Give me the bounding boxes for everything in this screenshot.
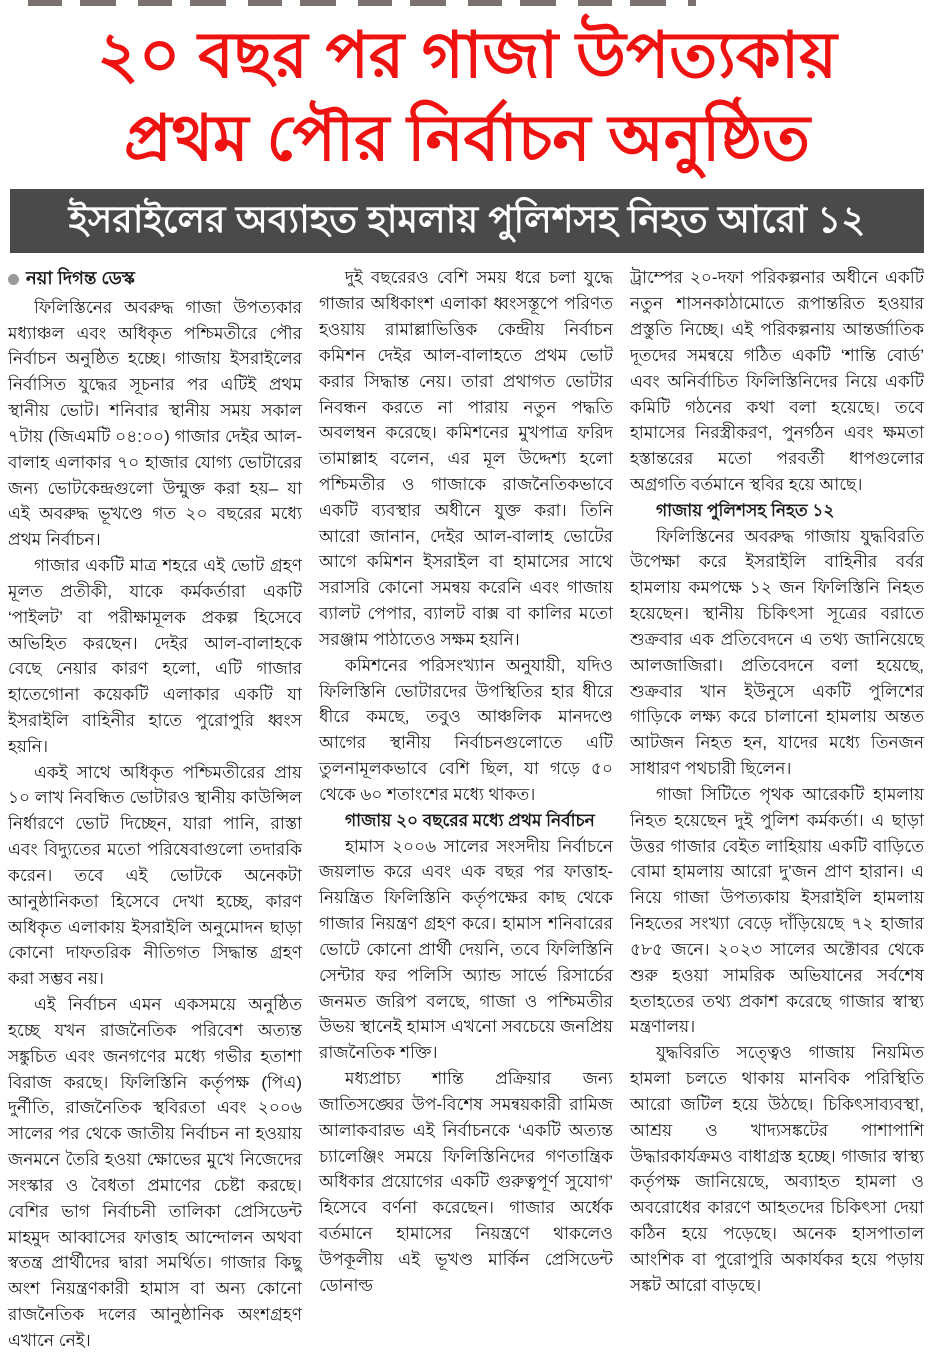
byline xyxy=(8,265,302,292)
article-paragraph: গাজার একটি মাত্র শহরে এই ভোট গ্রহণ মূলত প্রতীকী, যাকে কর্মকর্তারা একটি ‘পাইলট’ বা পরীক্ষামূলক প্রকল্প হিসেবে অভিহিত করছেন। দেইর আল-বালাহকে বেছে নেয়ার কারণ হলো, এটি গাজার হাতেগোনা কয়েকটি এলাকার একটি যা ইসরাইলি বাহিনীর হাতে পুরোপুরি ধ্বংস হয়নি। xyxy=(8,556,302,756)
byline-bullet-icon xyxy=(8,274,19,285)
article-paragraph: এই নির্বাচন এমন একসময়ে অনুষ্ঠিত হচ্ছে যখন রাজনৈতিক পরিবেশ অত্যন্ত সঙ্কুচিত এবং জনগণের মধ্যে গভীর হতাশা বিরাজ করছে। ফিলিস্তিনি কর্তৃপক্ষ (পিএ) দুর্নীতি, রাজনৈতিক স্থবিরতা এবং ২০০৬ সালের পর থেকে জাতীয় নির্বাচন না হওয়ায় জনমনে তৈরি হওয়া ক্ষোভের মুখে নিজেদের সংস্কার ও বৈধতা প্রমাণের চেষ্টা করছে। বেশির ভাগ নির্বাচনী তালিকা প্রেসিডেন্ট মাহমুদ আব্বাসের ফাত্তাহ আন্দোলন অথবা স্বতন্ত্র প্রার্থীদের দ্বারা সমর্থিত। গাজার কিছু অংশ নিয়ন্ত্রণকারী হামাস বা অন্য কোনো রাজনৈতিক দলের আনুষ্ঠানিক অংশগ্রহণ এখানে নেই। xyxy=(8,995,302,1350)
main-headline-line-2: প্রথম পৌর নির্বাচন অনুষ্ঠিত xyxy=(123,102,811,175)
article-subhead: গাজায় পুলিশসহ নিহত ১২ xyxy=(656,500,835,520)
article-paragraph: ফিলিস্তিনের অবরুদ্ধ গাজায় যুদ্ধবিরতি উপেক্ষা করে ইসরাইলি বাহিনীর বর্বর হামলায় কমপক্ষে ১২ জন ফিলিস্তিনি নিহত হয়েছেন। স্থানীয় চিকিৎসা সূত্রের বরাতে শুক্রবার এক প্রতিবেদনে এ তথ্য জানিয়েছে আলজাজিরা। প্রতিবেদনে বলা হয়েছে, শুক্রবার খান ইউনুসে একটি পুলিশের গাড়িকে লক্ষ্য করে চালানো হামলায় অন্তত আটজন নিহত হন, যাদের মধ্যে তিনজন সাধারণ পথচারী ছিলেন। xyxy=(630,526,924,779)
article-column-1 xyxy=(8,265,302,1353)
cropped-previous-headline-strip xyxy=(28,0,696,6)
byline-label: নয়া দিগন্ত ডেস্ক xyxy=(26,268,135,289)
article-paragraph: কমিশনের পরিসংখ্যান অনুযায়ী, যদিও ফিলিস্তিনি ভোটারদের উপস্থিতির হার ধীরে ধীরে কমছে, তবুও আঞ্চলিক মানদণ্ডে আগের স্থানীয় নির্বাচনগুলোতে এটি তুলনামূলকভাবে বেশি ছিল, যা গড়ে ৫০ থেকে ৬০ শতাংশের মধ্যে থাকত। xyxy=(319,655,613,804)
article-paragraph: দুই বছরেরও বেশি সময় ধরে চলা যুদ্ধে গাজার অধিকাংশ এলাকা ধ্বংসস্তূপে পরিণত হওয়ায় রামাল্লাভিত্তিক কেন্দ্রীয় নির্বাচন কমিশন দেইর আল-বালাহতে প্রথম ভোট করার সিদ্ধান্ত নেয়। তারা প্রথাগত ভোটার নিবন্ধন করতে না পারায় নতুন পদ্ধতি অবলম্বন করেছে। কমিশনের মুখপাত্র ফরিদ তামাল্লাহ বলেন, এর মূল উদ্দেশ্য হলো পশ্চিমতীর ও গাজাকে রাজনৈতিকভাবে একটি ব্যবস্থার অধীনে যুক্ত করা। তিনি আরো জানান, দেইর আল-বালাহ ভোটের আগে কমিশন ইসরাইল বা হামাসের সাথে সরাসরি কোনো সমন্বয় করেনি এবং গাজায় ব্যালট পেপার, ব্যালট বাক্স বা কালির মতো সরঞ্জাম পাঠাতেও সক্ষম হয়নি। xyxy=(319,268,613,649)
article-body xyxy=(8,265,924,1353)
article-paragraph: যুদ্ধবিরতি সত্ত্বেও গাজায় নিয়মিত হামলা চলতে থাকায় মানবিক পরিস্থিতি আরো জটিল হয়ে উঠছে। চিকিৎসাব্যবস্থা, আশ্রয় ও খাদ্যসঙ্কটের পাশাপাশি উদ্ধারকার্যক্রমও বাধাগ্রস্ত হচ্ছে। গাজার স্বাস্থ্য কর্তৃপক্ষ জানিয়েছে, অব্যাহত হামলা ও অবরোধের কারণে আহতদের চিকিৎসা দেয়া কঠিন হয়ে পড়েছে। অনেক হাসপাতাল আংশিক বা পুরোপুরি অকার্যকর হয়ে পড়ায় সঙ্কট আরো বাড়ছে। xyxy=(630,1043,924,1295)
article-paragraph: মধ্যপ্রাচ্য শান্তি প্রক্রিয়ার জন্য জাতিসঙ্ঘের উপ-বিশেষ সমন্বয়কারী রামিজ আলাকবারভ এই নির্বাচনকে ‘একটি অত্যন্ত চ্যালেঞ্জিং সময়ে ফিলিস্তিনিদের গণতান্ত্রিক অধিকার প্রয়োগের একটি গুরুত্বপূর্ণ সুযোগ’ হিসেবে বর্ণনা করেছেন। গাজার অর্ধেক বর্তমানে হামাসের নিয়ন্ত্রণে থাকলেও উপকূলীয় এই ভূখণ্ড মার্কিন প্রেসিডেন্ট ডোনাল্ড xyxy=(319,1069,613,1295)
sub-headline-banner xyxy=(10,189,924,253)
article-subhead: গাজায় ২০ বছরের মধ্যে প্রথম নির্বাচন xyxy=(345,810,595,830)
article-paragraph: একই সাথে অধিকৃত পশ্চিমতীরের প্রায় ১০ লাখ নিবন্ধিত ভোটারও স্থানীয় কাউন্সিল নির্ধারণে ভোট দিচ্ছেন, যারা পানি, রাস্তা এবং বিদ্যুতের মতো পরিষেবাগুলো তদারকি করেন। তবে এই ভোটকে অনেকটা আনুষ্ঠানিকতা হিসেবে দেখা হচ্ছে, কারণ অধিকৃত এলাকায় ইসরাইলি অনুমোদন ছাড়া কোনো দাফতরিক নীতিগত সিদ্ধান্ত গ্রহণ করা সম্ভব নয়। xyxy=(8,762,302,989)
main-headline xyxy=(0,14,934,180)
main-headline-line-1: ২০ বছর পর গাজা উপত্যকায় xyxy=(97,19,837,91)
article-column-3 xyxy=(630,265,924,1353)
sub-headline-text: ইসরাইলের অব্যাহত হামলায় পুলিশসহ নিহত আরো ১২ xyxy=(68,198,866,240)
article-paragraph: গাজা সিটিতে পৃথক আরেকটি হামলায় নিহত হয়েছেন দুই পুলিশ কর্মকর্তা। এ ছাড়া উত্তর গাজার বেইত লাহিয়ায় একটি বাড়িতে বোমা হামলায় আরো দু’জন প্রাণ হারান। এ নিয়ে গাজা উপত্যকায় ইসরাইলি হামলায় নিহতের সংখ্যা বেড়ে দাঁড়িয়েছে ৭২ হাজার ৫৮৫ জনে। ২০২৩ সালের অক্টোবর থেকে শুরু হওয়া সামরিক অভিযানের সর্বশেষ হতাহতের তথ্য প্রকাশ করেছে গাজার স্বাস্থ্য মন্ত্রণালয়। xyxy=(630,784,924,1037)
article-paragraph: হামাস ২০০৬ সালের সংসদীয় নির্বাচনে জয়লাভ করে এবং এক বছর পর ফাত্তাহ-নিয়ন্ত্রিত ফিলিস্তিনি কর্তৃপক্ষের কাছ থেকে গাজার নিয়ন্ত্রণ গ্রহণ করে। হামাস শনিবারের ভোটে কোনো প্রার্থী দেয়নি, তবে ফিলিস্তিনি সেন্টার ফর পলিসি অ্যান্ড সার্ভে রিসার্চের জনমত জরিপ বলছে, গাজা ও পশ্চিমতীর উভয় স্থানেই হামাস এখনো সবচেয়ে জনপ্রিয় রাজনৈতিক শক্তি। xyxy=(319,836,613,1063)
article-paragraph: ট্রাম্পের ২০-দফা পরিকল্পনার অধীনে একটি নতুন শাসনকাঠামোতে রূপান্তরিত হওয়ার প্রস্তুতি নিচ্ছে। এই পরিকল্পনায় আন্তর্জাতিক দূতদের সমন্বয়ে গঠিত একটি ‘শান্তি বোর্ড’ এবং অনির্বাচিত ফিলিস্তিনিদের নিয়ে একটি কমিটি গঠনের কথা বলা হয়েছে। তবে হামাসের নিরস্ত্রীকরণ, পুনর্গঠন এবং ক্ষমতা হস্তান্তরের মতো পরবর্তী ধাপগুলোর অগ্রগতি বর্তমানে স্থবির হয়ে আছে। xyxy=(630,268,924,494)
article-paragraph: ফিলিস্তিনের অবরুদ্ধ গাজা উপত্যকার মধ্যাঞ্চল এবং অধিকৃত পশ্চিমতীরে পৌর নির্বাচন অনুষ্ঠিত হচ্ছে। গাজায় ইসরাইলের নির্বাসিত যুদ্ধের সূচনার পর এটিই প্রথম স্থানীয় ভোট। শনিবার স্থানীয় সময় সকাল ৭টায় (জিএমটি ০৪:০০) গাজার দেইর আল-বালাহ এলাকার ৭০ হাজার যোগ্য ভোটারের জন্য ভোটকেন্দ্রগুলো উন্মুক্ত করা হয়– যা এই অবরুদ্ধ ভূখণ্ডে গত ২০ বছরের মধ্যে প্রথম নির্বাচন। xyxy=(8,297,302,550)
article-column-2 xyxy=(319,265,613,1353)
